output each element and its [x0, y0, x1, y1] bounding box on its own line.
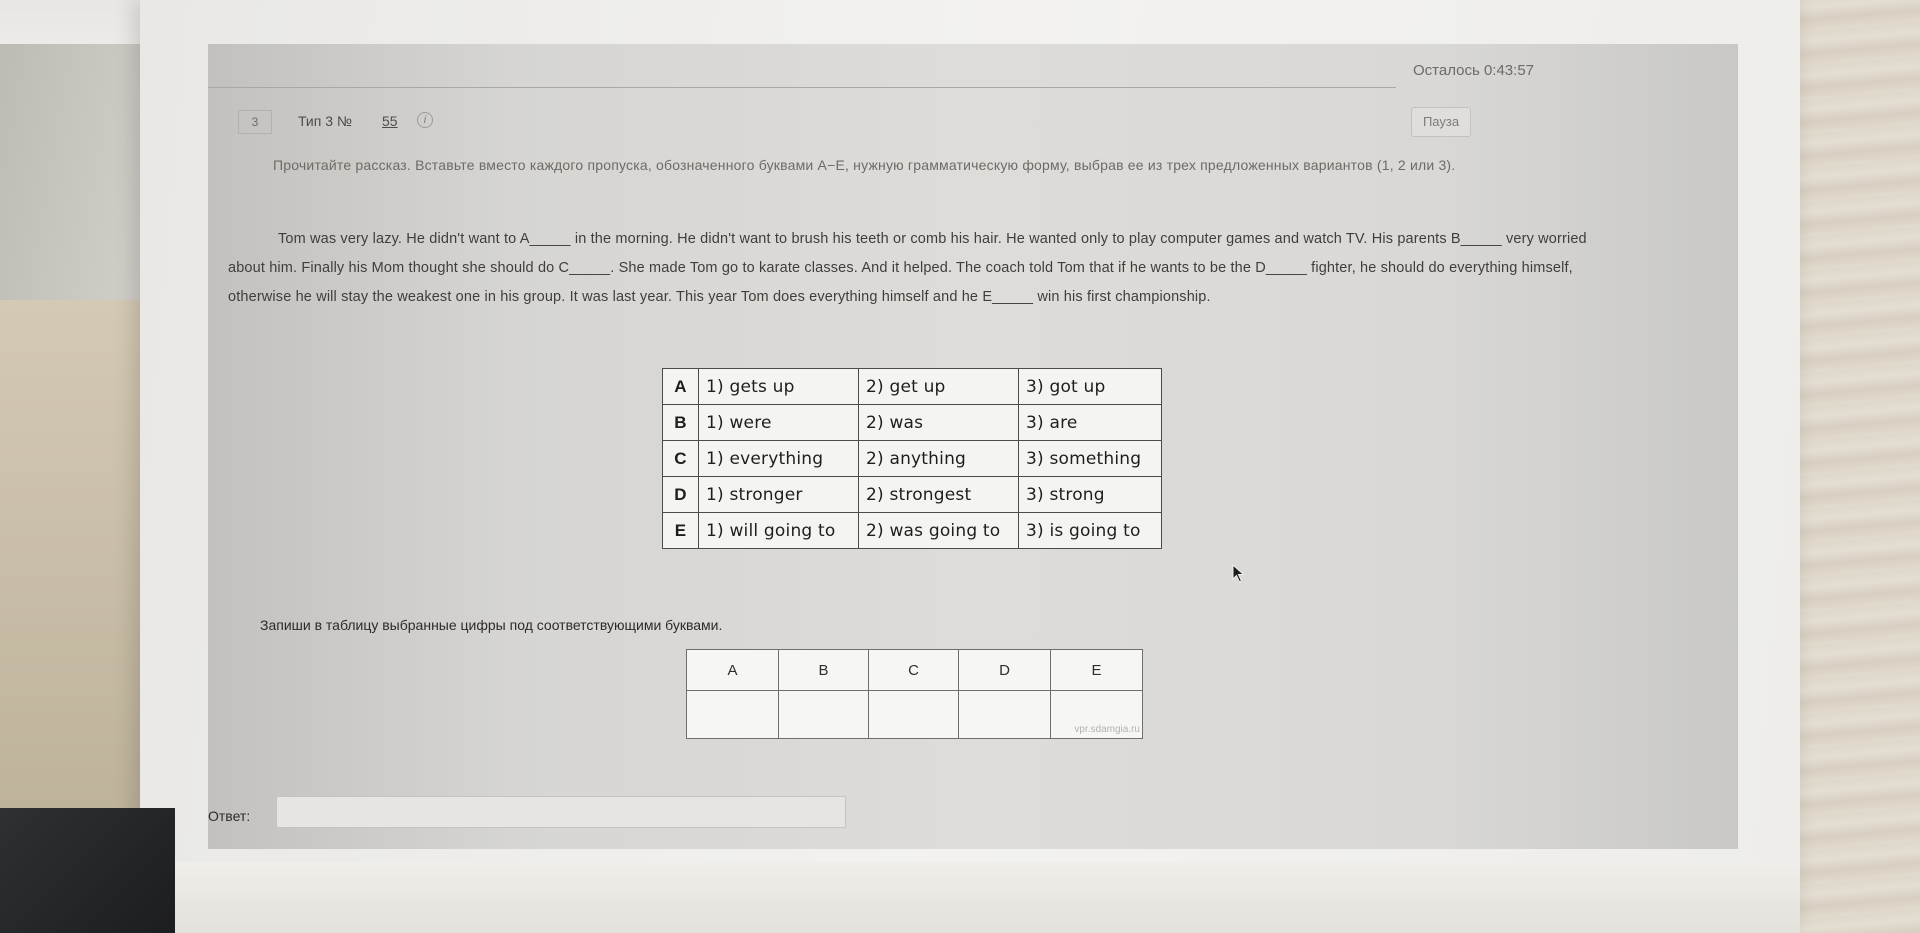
- options-row-a: [663, 369, 1162, 405]
- pause-button[interactable]: Пауза: [1411, 107, 1471, 137]
- task-link[interactable]: 55: [382, 113, 398, 129]
- options-row-d: [663, 477, 1162, 513]
- option-3: 3) is going to: [1019, 513, 1162, 549]
- option-1: 1) will going to: [699, 513, 859, 549]
- option-2: 2) was going to: [859, 513, 1019, 549]
- option-1: 1) gets up: [699, 369, 859, 405]
- mouse-cursor-icon: [1232, 564, 1246, 584]
- answer-input[interactable]: [276, 796, 846, 828]
- option-1: 1) were: [699, 405, 859, 441]
- options-table: [662, 368, 1162, 549]
- option-1: 1) stronger: [699, 477, 859, 513]
- option-2: 2) strongest: [859, 477, 1019, 513]
- grid-cell-c[interactable]: [869, 691, 959, 739]
- grid-header-d: D: [959, 650, 1051, 691]
- answer-grid-header: [687, 650, 1143, 691]
- task-number-badge: 3: [238, 110, 272, 134]
- desk-right: [1780, 0, 1920, 933]
- answer-grid: [686, 649, 1143, 739]
- task-page: [208, 44, 1738, 849]
- watermark: vpr.sdamgia.ru: [1074, 724, 1140, 735]
- grid-cell-a[interactable]: [687, 691, 779, 739]
- info-icon[interactable]: i: [417, 112, 433, 128]
- options-row-e: [663, 513, 1162, 549]
- option-2: 2) get up: [859, 369, 1019, 405]
- options-row-b: [663, 405, 1162, 441]
- answer-label: Ответ:: [208, 808, 251, 824]
- task-instruction: Прочитайте рассказ. Вставьте вместо каждого пропуска, обозначенного буквами А−Е, нужную грамматическую форму, выбрав ее из трех предложенных вариантов (1, 2 или 3).: [273, 157, 1456, 173]
- option-letter: D: [663, 477, 699, 513]
- grid-header-a: A: [687, 650, 779, 691]
- grid-cell-d[interactable]: [959, 691, 1051, 739]
- grid-header-c: C: [869, 650, 959, 691]
- write-prompt: Запиши в таблицу выбранные цифры под соответствующими буквами.: [260, 617, 723, 633]
- option-3: 3) are: [1019, 405, 1162, 441]
- option-1: 1) everything: [699, 441, 859, 477]
- grid-header-b: B: [779, 650, 869, 691]
- task-type-label: Тип 3 №: [298, 113, 352, 129]
- option-2: 2) was: [859, 405, 1019, 441]
- answer-grid-inputs: [687, 691, 1143, 739]
- dark-object: [0, 808, 175, 933]
- options-row-c: [663, 441, 1162, 477]
- divider: [208, 87, 1396, 88]
- option-letter: C: [663, 441, 699, 477]
- option-3: 3) something: [1019, 441, 1162, 477]
- option-letter: B: [663, 405, 699, 441]
- grid-header-e: E: [1051, 650, 1143, 691]
- story-text: Tom was very lazy. He didn't want to A_____ in the morning. He didn't want to brush his teeth or comb his hair. He wanted only to play computer games and watch TV. His parents B_____ very worried about him. Finally his Mom thought she should do C_____. She made Tom go to karate classes. And it helped. The coach told Tom that if he wants to be the D_____ fighter, he should do everything himself, otherwise he will stay the weakest one in his group. It was last year. This year Tom does everything himself and he E_____ win his first championship.: [228, 231, 1587, 305]
- option-letter: E: [663, 513, 699, 549]
- paper-bottom-edge: [140, 862, 1800, 933]
- option-3: 3) got up: [1019, 369, 1162, 405]
- option-2: 2) anything: [859, 441, 1019, 477]
- timer: Осталось 0:43:57: [1413, 62, 1535, 79]
- option-3: 3) strong: [1019, 477, 1162, 513]
- option-letter: A: [663, 369, 699, 405]
- grid-cell-e[interactable]: [1051, 691, 1143, 739]
- grid-cell-b[interactable]: [779, 691, 869, 739]
